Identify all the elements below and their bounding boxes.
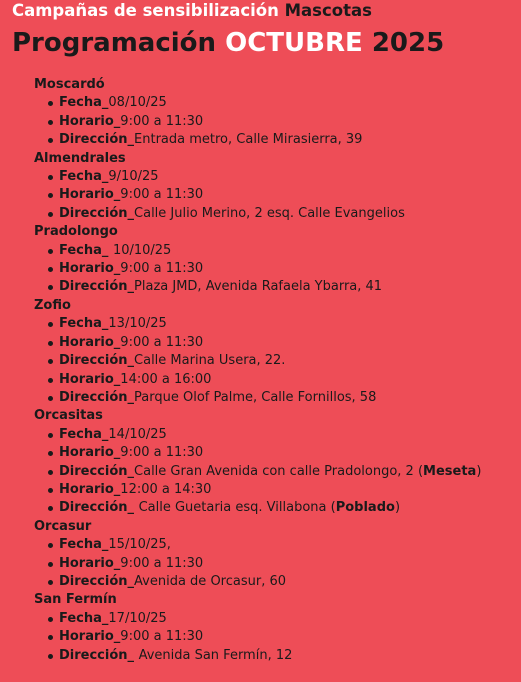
list-item: [34, 628, 514, 646]
item-value: Calle Julio Merino, 2 esq. Calle Evangelios: [134, 205, 405, 221]
page-title: [12, 28, 444, 58]
item-label: Dirección: [59, 647, 128, 663]
kicker-topic-text: Mascotas: [284, 1, 372, 20]
item-separator: _: [113, 371, 121, 387]
item-separator: _: [127, 389, 135, 405]
item-label: Dirección: [59, 353, 128, 369]
schedule-list: [34, 76, 514, 665]
list-item: [34, 315, 514, 333]
item-separator: _: [113, 629, 121, 645]
list-item: [34, 555, 514, 573]
item-separator: _: [113, 555, 121, 571]
item-separator: _: [113, 481, 121, 497]
item-separator: _: [101, 426, 109, 442]
item-label: Horario: [59, 261, 114, 277]
item-separator: _: [101, 242, 113, 258]
list-item: [34, 242, 514, 260]
list-item: [34, 113, 514, 131]
location-block: [34, 150, 514, 224]
item-value: Avenida de Orcasur, 60: [134, 573, 287, 589]
item-value: 15/10/25,: [108, 537, 171, 553]
item-label: Fecha: [59, 537, 102, 553]
title-year: 2025: [371, 28, 445, 58]
item-label: Horario: [59, 555, 114, 571]
location-block: [34, 407, 514, 517]
item-close-paren: ): [394, 500, 401, 516]
item-label: Horario: [59, 629, 114, 645]
list-item: [34, 94, 514, 112]
list-item: [34, 444, 514, 462]
item-label: Horario: [59, 113, 114, 129]
item-label: Dirección: [59, 132, 128, 148]
item-value: 14/10/25: [108, 426, 167, 442]
location-block: [34, 297, 514, 407]
location-block: [34, 518, 514, 592]
list-item: [34, 371, 514, 389]
item-separator: _: [127, 353, 135, 369]
list-item: [34, 536, 514, 554]
list-item: [34, 131, 514, 149]
item-value: Entrada metro, Calle Mirasierra, 39: [134, 132, 363, 148]
item-value: Avenida San Fermín, 12: [138, 647, 293, 663]
item-value: 08/10/25: [108, 95, 167, 111]
item-separator: _: [127, 463, 135, 479]
list-item: [34, 260, 514, 278]
item-separator: _: [101, 316, 109, 332]
item-label: Fecha: [59, 95, 102, 111]
item-label: Fecha: [59, 426, 102, 442]
list-item: [34, 278, 514, 296]
location-block: [34, 223, 514, 297]
item-value: 9:00 a 11:30: [120, 113, 204, 129]
item-separator: _: [113, 334, 121, 350]
item-label: Horario: [59, 334, 114, 350]
item-value: 9:00 a 11:30: [120, 555, 204, 571]
item-value: 9:00 a 11:30: [120, 334, 204, 350]
list-item: [34, 334, 514, 352]
item-value: 9:00 a 11:30: [120, 187, 204, 203]
location-name: Zofio: [34, 297, 71, 313]
item-label: Fecha: [59, 316, 102, 332]
list-item: [34, 481, 514, 499]
item-label: Dirección: [59, 463, 128, 479]
item-value: 13/10/25: [108, 316, 167, 332]
item-label: Dirección: [59, 389, 128, 405]
list-item: [34, 205, 514, 223]
item-label: Horario: [59, 187, 114, 203]
item-label: Horario: [59, 445, 114, 461]
kicker-campaign-text: Campañas de sensibilización: [12, 1, 279, 20]
item-separator: _: [101, 95, 109, 111]
item-label: Fecha: [59, 610, 102, 626]
list-item: [34, 610, 514, 628]
location-block: [34, 591, 514, 665]
list-item: [34, 647, 514, 665]
campaign-kicker: [12, 1, 372, 20]
item-label: Horario: [59, 481, 114, 497]
item-separator: _: [101, 169, 109, 185]
list-item: [34, 573, 514, 591]
item-value: 10/10/25: [112, 242, 172, 258]
item-area-tag: Poblado: [335, 500, 395, 516]
item-label: Horario: [59, 371, 114, 387]
title-month: OCTUBRE: [225, 28, 363, 58]
item-separator: _: [127, 132, 135, 148]
item-value: 9:00 a 11:30: [120, 629, 204, 645]
item-separator: _: [127, 647, 139, 663]
item-separator: _: [127, 205, 135, 221]
list-item: [34, 168, 514, 186]
list-item: [34, 499, 514, 517]
item-value: Calle Gran Avenida con calle Pradolongo, 2 (: [134, 463, 424, 479]
item-label: Fecha: [59, 242, 102, 258]
list-item: [34, 426, 514, 444]
item-separator: _: [127, 279, 135, 295]
item-value: 9:00 a 11:30: [120, 261, 204, 277]
item-value: Calle Guetaria esq. Villabona (: [138, 500, 336, 516]
item-value: 9/10/25: [108, 169, 159, 185]
item-value: 12:00 a 14:30: [120, 481, 212, 497]
item-separator: _: [101, 537, 109, 553]
item-separator: _: [113, 113, 121, 129]
title-programacion: Programación: [12, 28, 217, 58]
item-separator: _: [101, 610, 109, 626]
item-area-tag: Meseta: [423, 463, 477, 479]
location-name: Orcasitas: [34, 408, 103, 424]
item-label: Dirección: [59, 500, 128, 516]
list-item: [34, 186, 514, 204]
item-separator: _: [113, 261, 121, 277]
location-block: [34, 76, 514, 150]
item-label: Dirección: [59, 573, 128, 589]
item-value: Calle Marina Usera, 22.: [134, 353, 286, 369]
item-value: Plaza JMD, Avenida Rafaela Ybarra, 41: [134, 279, 383, 295]
location-name: Orcasur: [34, 518, 92, 534]
location-name: Moscardó: [34, 77, 105, 92]
item-close-paren: ): [476, 463, 482, 479]
item-label: Dirección: [59, 279, 128, 295]
list-item: [34, 352, 514, 370]
location-name: Pradolongo: [34, 224, 118, 240]
item-value: Parque Olof Palme, Calle Fornillos, 58: [134, 389, 377, 405]
item-separator: _: [127, 500, 139, 516]
item-label: Fecha: [59, 169, 102, 185]
item-separator: _: [113, 445, 121, 461]
location-name: San Fermín: [34, 592, 117, 608]
list-item: [34, 463, 514, 481]
list-item: [34, 389, 514, 407]
item-label: Dirección: [59, 205, 128, 221]
item-value: 14:00 a 16:00: [120, 371, 212, 387]
location-name: Almendrales: [34, 150, 126, 166]
item-separator: _: [113, 187, 121, 203]
item-value: 17/10/25: [108, 610, 167, 626]
item-separator: _: [127, 573, 135, 589]
item-value: 9:00 a 11:30: [120, 445, 204, 461]
